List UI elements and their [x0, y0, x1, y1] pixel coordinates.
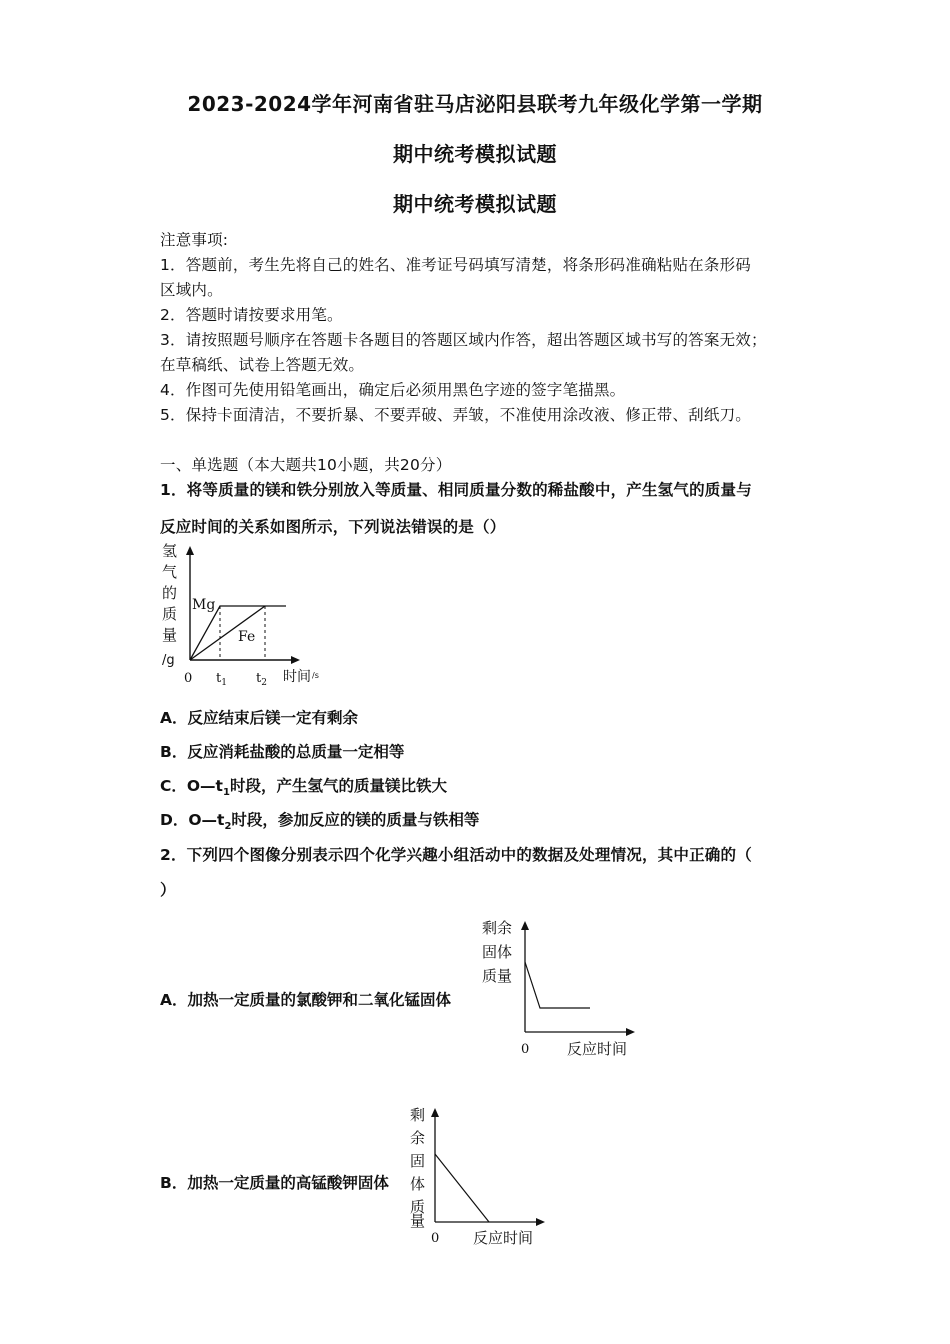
- q2b-ylabel-char-6: 量: [410, 1212, 426, 1230]
- q1-t2-label: $t_2$: [256, 671, 267, 688]
- q1-x-label: 时间: [283, 669, 311, 685]
- q1-origin: 0: [184, 671, 193, 686]
- q1-ylabel-char-2: 气: [162, 563, 178, 581]
- q2b-ylabel-char-2: 余: [410, 1129, 426, 1147]
- notice-heading: 注意事项:: [160, 231, 229, 249]
- q2-stem-a: 2．下列四个图像分别表示四个化学兴趣小组活动中的数据及处理情况，其中正确的（: [160, 846, 752, 864]
- q1-ylabel-char-1: 氢: [162, 542, 178, 560]
- q2b-origin: 0: [431, 1231, 440, 1246]
- notice-item-2: 2．答题时请按要求用笔。: [160, 306, 343, 324]
- q2a-origin: 0: [521, 1042, 530, 1057]
- q1-x-unit: /s: [312, 671, 319, 680]
- q1-chart: [150, 540, 340, 690]
- q1-y-arrow: [186, 546, 194, 555]
- notice-item-3b: 在草稿纸、试卷上答题无效。: [160, 356, 365, 374]
- q1-ylabel-char-5: 量: [162, 626, 178, 644]
- notice-item-5: 5．保持卡面清洁，不要折暴、不要弄破、弄皱，不准使用涂改液、修正带、刮纸刀。: [160, 406, 751, 424]
- q2b-ylabel-char-4: 体: [410, 1175, 426, 1193]
- q2b-line: [435, 1154, 489, 1222]
- page-title: 2023-2024学年河南省驻马店泌阳县联考九年级化学第一学期: [187, 92, 763, 116]
- notice-item-1a: 1．答题前，考生先将自己的姓名、准考证号码填写清楚，将条形码准确粘贴在条形码: [160, 256, 751, 274]
- q1-option-a[interactable]: A．反应结束后镁一定有剩余: [160, 709, 358, 727]
- q2a-x-label: 反应时间: [567, 1040, 628, 1058]
- q2a-ylabel-line-2: 固体: [482, 943, 513, 961]
- q1-x-arrow: [291, 656, 300, 664]
- q2a-ylabel-line-1: 剩余: [482, 919, 513, 937]
- q1-t1-label: $t_1$: [216, 671, 227, 688]
- q2b-ylabel-char-1: 剩: [410, 1106, 426, 1124]
- q2a-ylabel-line-3: 质量: [482, 967, 513, 985]
- q2a-x-arrow: [626, 1028, 635, 1036]
- q2b-x-arrow: [536, 1218, 545, 1226]
- q1-option-b[interactable]: B．反应消耗盐酸的总质量一定相等: [160, 743, 405, 761]
- page-subtitle-repeat: 期中统考模拟试题: [393, 192, 557, 216]
- q1-stem-a: 1．将等质量的镁和铁分别放入等质量、相同质量分数的稀盐酸中，产生氢气的质量与: [160, 481, 752, 499]
- notice-item-4: 4．作图可先使用铅笔画出，确定后必须用黑色字迹的签字笔描黑。: [160, 381, 626, 399]
- q1-stem-b: 反应时间的关系如图所示，下列说法错误的是（）: [160, 518, 506, 536]
- q2-stem-b: ）: [160, 881, 176, 899]
- q2a-chart: [478, 915, 643, 1060]
- q1-mg-label: Mg: [192, 597, 216, 613]
- q2a-y-arrow: [521, 921, 529, 930]
- q2a-curve: [525, 962, 590, 1008]
- section-heading: 一、单选题（本大题共10小题，共20分）: [160, 456, 452, 474]
- q2-option-b[interactable]: B．加热一定质量的高锰酸钾固体: [160, 1174, 389, 1192]
- page-subtitle: 期中统考模拟试题: [393, 142, 557, 166]
- q1-option-d[interactable]: D．$O—t_2$时段，参加反应的镁的质量与铁相等: [160, 811, 480, 833]
- q2b-x-label: 反应时间: [473, 1229, 534, 1247]
- notice-item-3a: 3．请按照题号顺序在答题卡各题目的答题区域内作答，超出答题区域书写的答案无效；: [160, 331, 767, 349]
- q1-option-c[interactable]: C．$O—t_1$时段，产生氢气的质量镁比铁大: [160, 777, 447, 799]
- q2b-chart: [405, 1100, 555, 1250]
- q2b-ylabel-char-3: 固: [410, 1152, 426, 1170]
- q1-fe-label: Fe: [238, 629, 256, 645]
- q1-ylabel-char-3: 的: [162, 584, 178, 602]
- q1-y-label: [162, 542, 177, 668]
- q2b-ylabel-char-5: 质: [410, 1198, 426, 1216]
- q1-ylabel-char-4: 质: [162, 605, 178, 623]
- q1-ylabel-unit: /g: [162, 653, 175, 668]
- q2-option-a[interactable]: A．加热一定质量的氯酸钾和二氧化锰固体: [160, 991, 451, 1009]
- notice-item-1b: 区域内。: [160, 281, 223, 299]
- q2b-y-arrow: [431, 1108, 439, 1117]
